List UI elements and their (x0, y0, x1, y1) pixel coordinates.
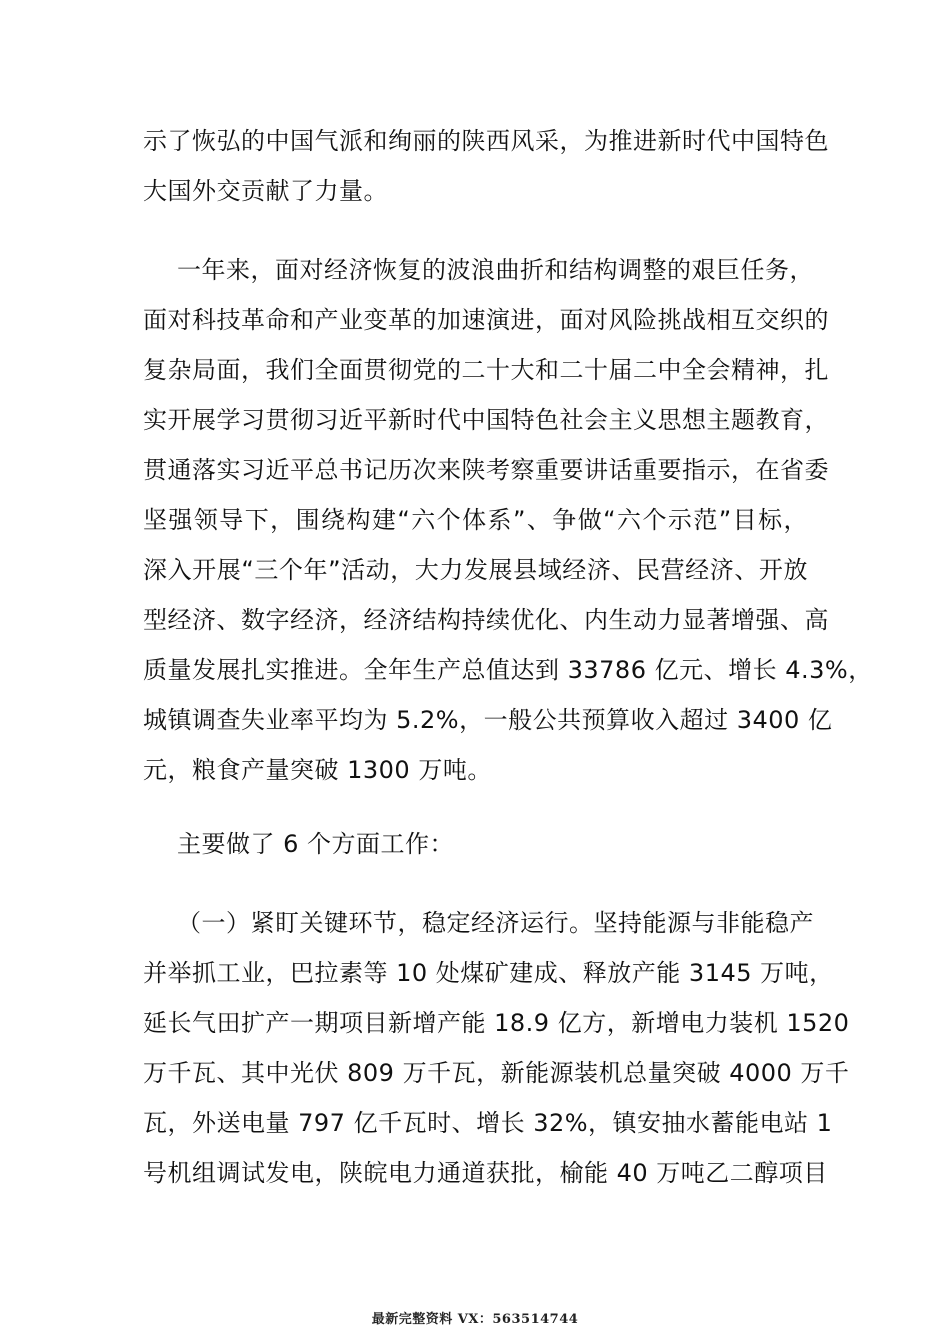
text-line: 深入开展“三个年”活动，大力发展县域经济、民营经济、开放 (143, 556, 808, 584)
text-line: （一）紧盯关键环节，稳定经济运行。坚持能源与非能稳产 (177, 909, 814, 937)
text-line: 质量发展扎实推进。全年生产总值达到 33786 亿元、增长 4.3%， (143, 656, 873, 684)
text-line: 延长气田扩产一期项目新增产能 18.9 亿方，新增电力装机 1520 (143, 1009, 850, 1037)
text-line: 型经济、数字经济，经济结构持续优化、内生动力显著增强、高 (143, 606, 829, 634)
text-line: 实开展学习贯彻习近平新时代中国特色社会主义思想主题教育， (143, 406, 829, 434)
text-line: 面对科技革命和产业变革的加速演进，面对风险挑战相互交织的 (143, 306, 829, 334)
text-line: 复杂局面，我们全面贯彻党的二十大和二十届二中全会精神，扎 (143, 356, 829, 384)
footer-contact: 最新完整资料 VX：563514744 (371, 1312, 579, 1327)
text-line: 一年来，面对经济恢复的波浪曲折和结构调整的艰巨任务， (177, 256, 814, 284)
text-line: 坚强领导下，围绕构建“六个体系”、争做“六个示范”目标， (143, 506, 808, 534)
text-line: 瓦，外送电量 797 亿千瓦时、增长 32%，镇安抽水蓄能电站 1 (143, 1109, 833, 1137)
text-line: 贯通落实习近平总书记历次来陕考察重要讲话重要指示，在省委 (143, 456, 829, 484)
text-line: 元，粮食产量突破 1300 万吨。 (143, 756, 492, 784)
text-line: 号机组调试发电，陕皖电力通道获批，榆能 40 万吨乙二醇项目 (143, 1159, 828, 1187)
text-line: 并举抓工业，巴拉素等 10 处煤矿建成、释放产能 3145 万吨， (143, 959, 834, 987)
text-line: 万千瓦、其中光伏 809 万千瓦，新能源装机总量突破 4000 万千 (143, 1059, 850, 1087)
text-line: 城镇调查失业率平均为 5.2%，一般公共预算收入超过 3400 亿 (143, 706, 833, 734)
text-line: 主要做了 6 个方面工作： (177, 830, 455, 858)
text-line: 大国外交贡献了力量。 (143, 177, 388, 205)
text-line: 示了恢弘的中国气派和绚丽的陕西风采，为推进新时代中国特色 (143, 127, 829, 155)
